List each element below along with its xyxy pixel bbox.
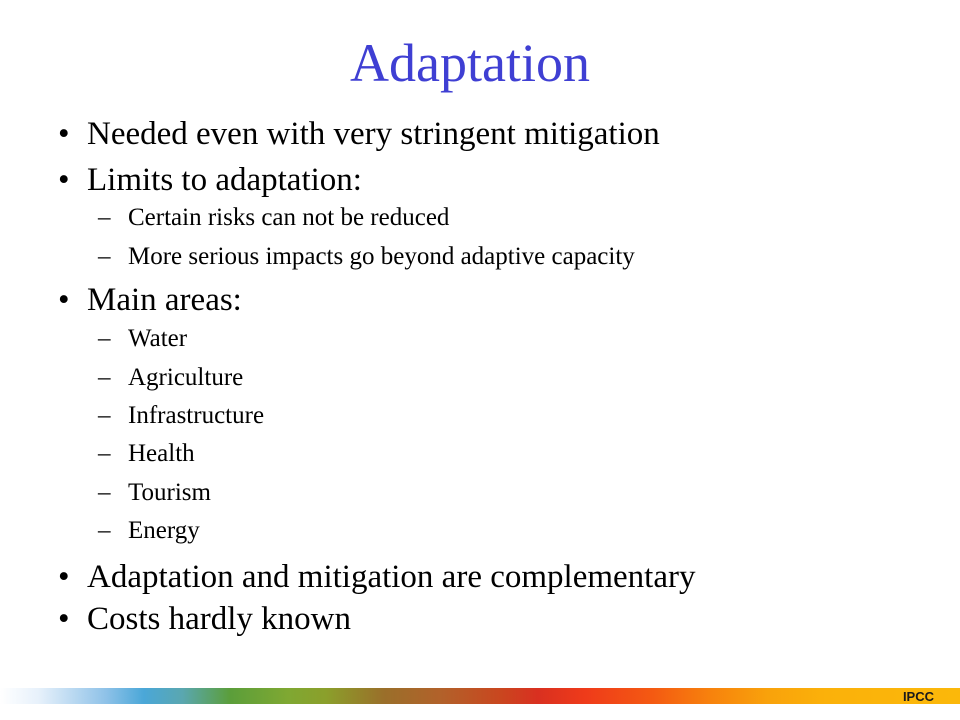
- bullet-marker: •: [58, 116, 70, 152]
- sub-item: [98, 324, 187, 354]
- sub-item-text: Tourism: [128, 479, 211, 506]
- bullet-item: [58, 557, 695, 597]
- sub-item-text: Certain risks can not be reduced: [128, 204, 450, 231]
- bullet-item: [58, 599, 351, 639]
- sub-item-text: Health: [128, 440, 195, 467]
- bullet-item: [58, 160, 362, 200]
- sub-item-text: Energy: [128, 517, 200, 544]
- sub-item: [98, 242, 635, 272]
- bullet-text: Limits to adaptation:: [87, 162, 362, 198]
- sub-item-text: Water: [128, 325, 188, 352]
- sub-item-text: Infrastructure: [128, 402, 265, 429]
- dash-marker: –: [98, 479, 111, 506]
- bullet-item: [58, 114, 660, 154]
- dash-marker: –: [98, 364, 111, 391]
- bullet-marker: •: [58, 559, 70, 595]
- sub-item-text: More serious impacts go beyond adaptive capacity: [128, 243, 635, 270]
- dash-marker: –: [98, 517, 111, 544]
- bullet-text: Costs hardly known: [87, 601, 351, 637]
- sub-item: [98, 516, 200, 546]
- bullet-text: Needed even with very stringent mitigation: [87, 116, 660, 152]
- dash-marker: –: [98, 204, 111, 231]
- dash-marker: –: [98, 243, 111, 270]
- dash-marker: –: [98, 440, 111, 467]
- bullet-text: Main areas:: [87, 282, 242, 318]
- footer-gradient-bar: [0, 688, 960, 704]
- footer-org-label: IPCC: [902, 689, 934, 704]
- dash-marker: –: [98, 325, 111, 352]
- bullet-text: Adaptation and mitigation are complementary: [87, 559, 696, 595]
- bullet-item: [58, 280, 242, 320]
- sub-item: [98, 478, 211, 508]
- sub-item: [98, 439, 195, 469]
- bullet-marker: •: [58, 162, 70, 198]
- sub-item: [98, 363, 243, 393]
- dash-marker: –: [98, 402, 111, 429]
- bullet-marker: •: [58, 601, 70, 637]
- bullet-marker: •: [58, 282, 70, 318]
- sub-item-text: Agriculture: [128, 364, 244, 391]
- sub-item: [98, 203, 449, 233]
- sub-item: [98, 401, 264, 431]
- slide-title: Adaptation: [350, 33, 590, 93]
